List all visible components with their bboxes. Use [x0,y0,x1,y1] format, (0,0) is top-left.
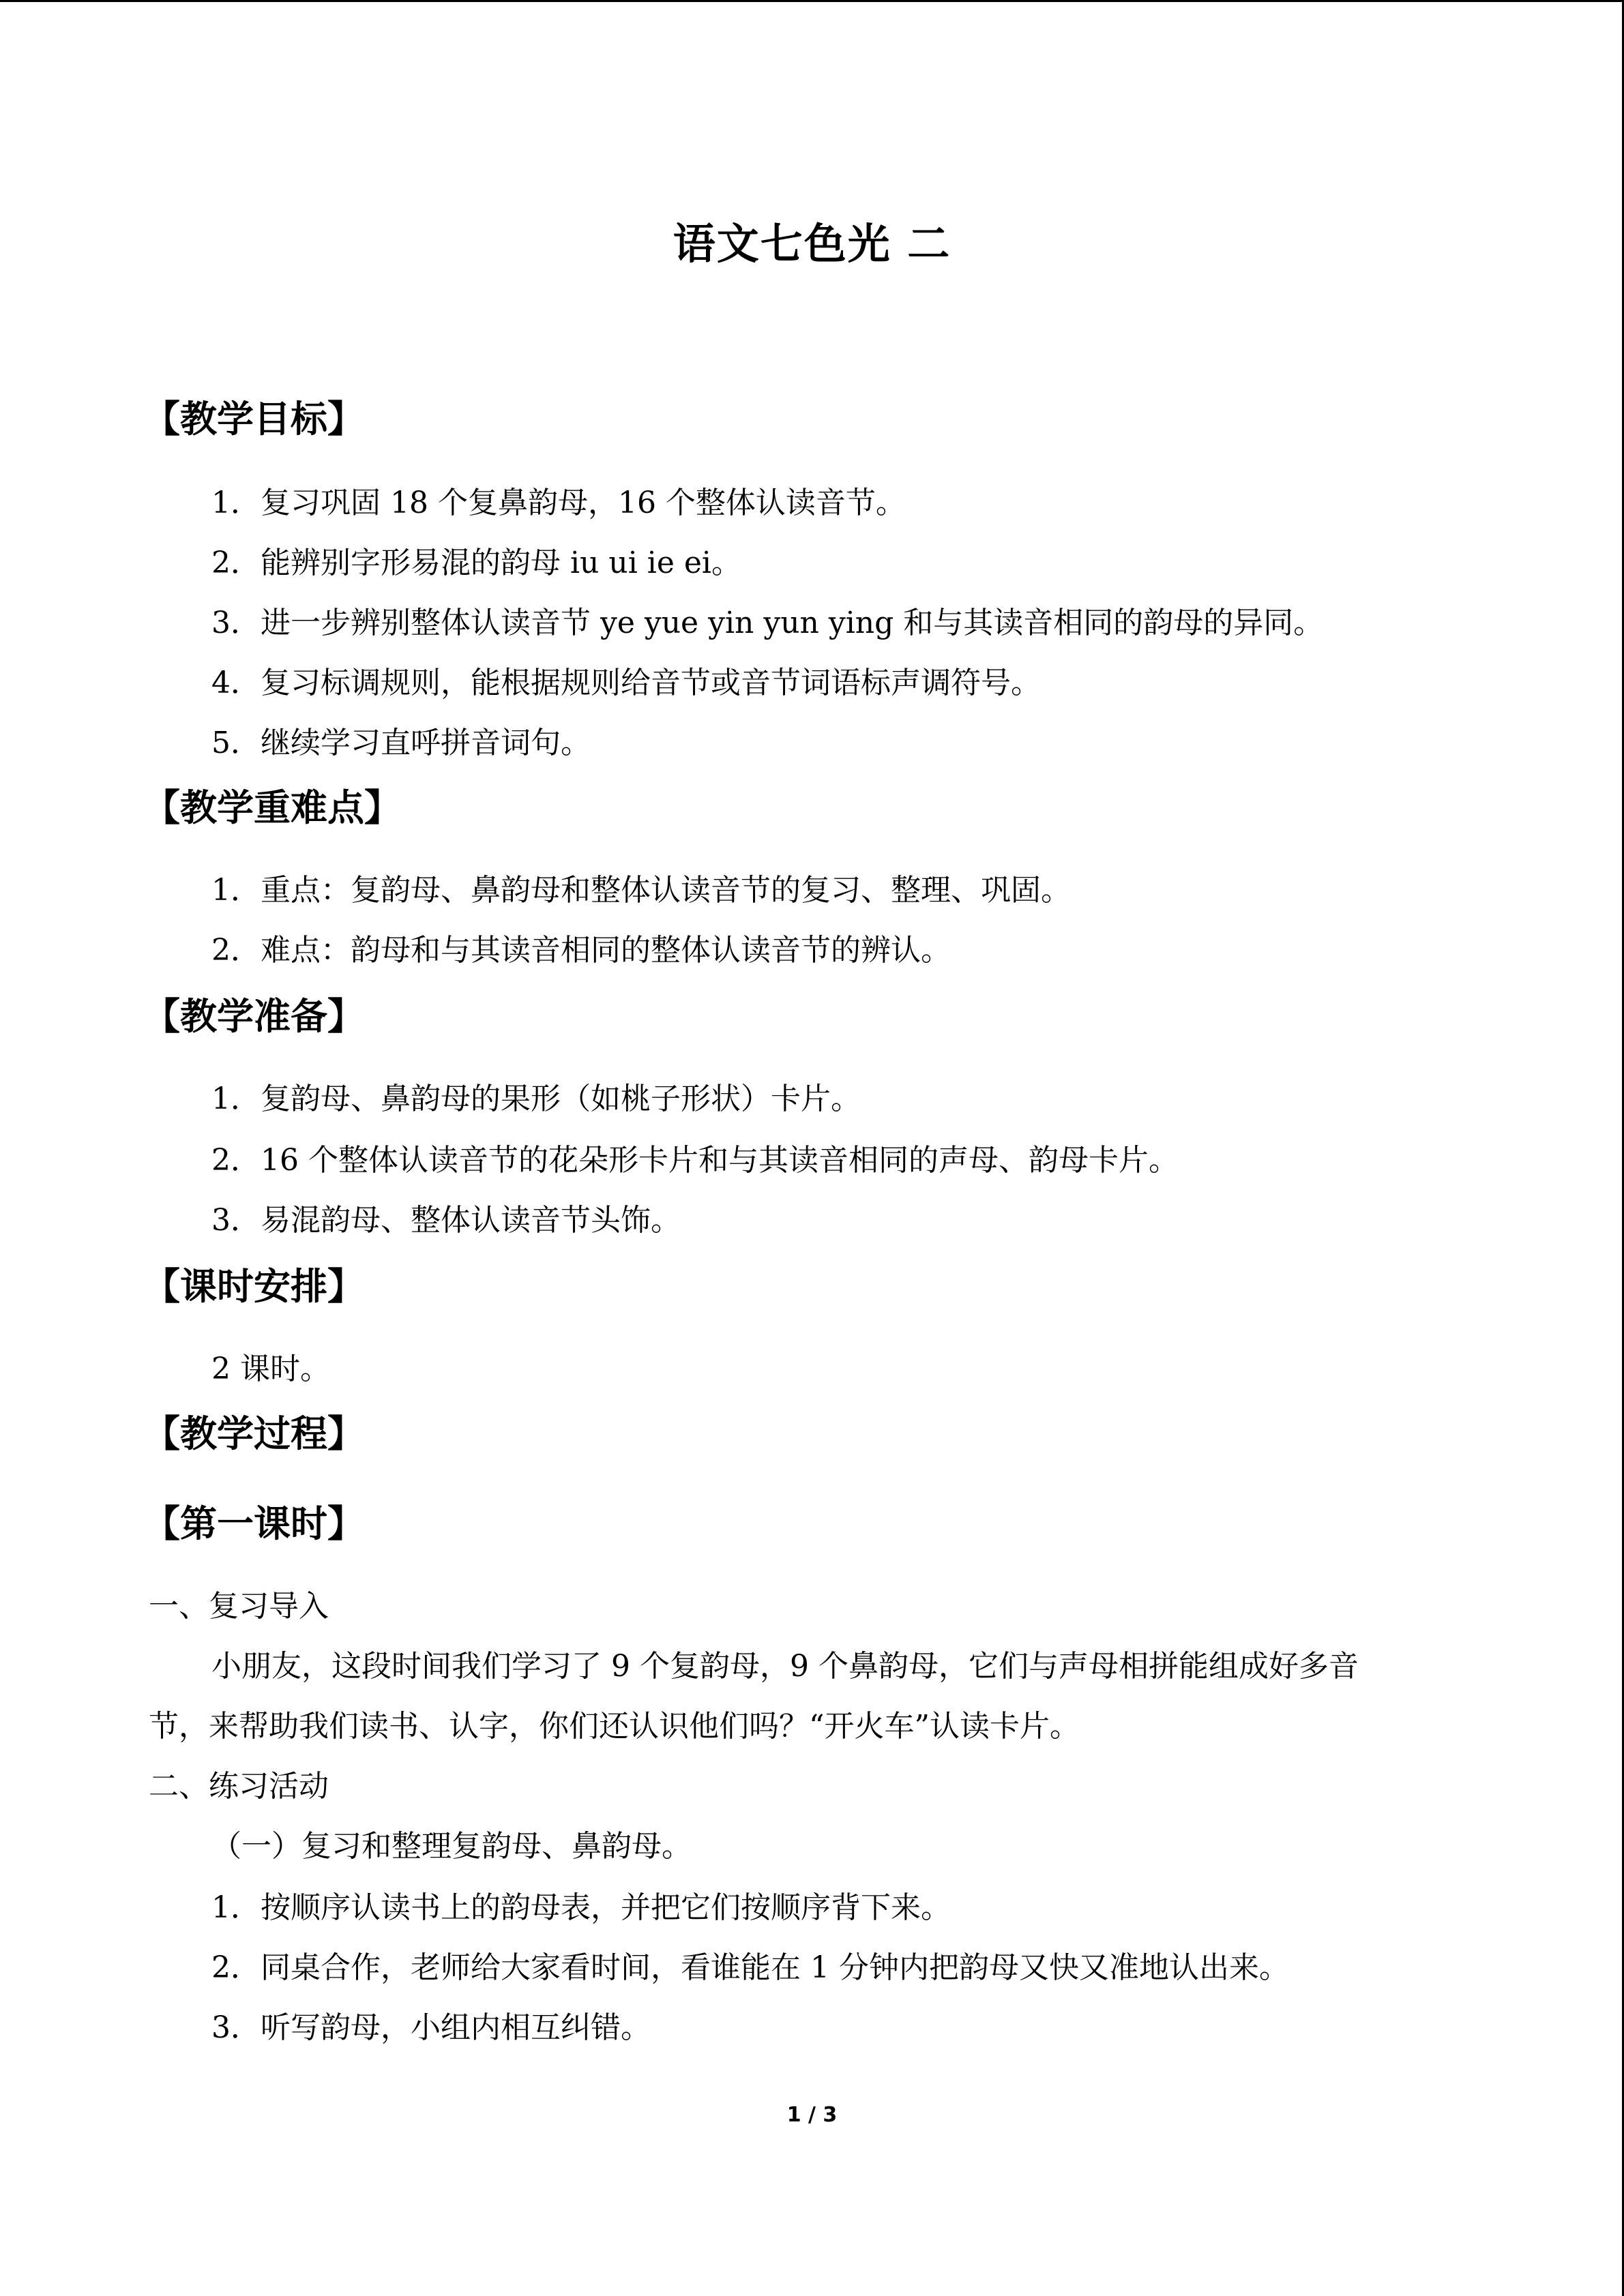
objective-item-3: 3．进一步辨别整体认读音节 ye yue yin yun ying 和与其读音相同的韵母的异同。 [211,606,1324,640]
objective-item-5: 5．继续学习直呼拼音词句。 [211,726,591,760]
part1-paragraph-line-2: 节，来帮助我们读书、认字，你们还认识他们吗？“开火车”认读卡片。 [149,1709,1080,1744]
part2-item-1: 1．按顺序认读书上的韵母表，并把它们按顺序背下来。 [211,1890,951,1925]
page-title: 语文七色光 二 [673,219,951,269]
objective-item-2: 2．能辨别字形易混的韵母 iu ui ie ei。 [211,546,741,580]
objective-item-4: 4．复习标调规则，能根据规则给音节或音节词语标声调符号。 [211,666,1041,700]
key-point-item-1: 1．重点：复韵母、鼻韵母和整体认读音节的复习、整理、巩固。 [211,873,1071,908]
part2-subtitle: （一）复习和整理复韵母、鼻韵母。 [211,1829,692,1864]
preparation-item-2: 2．16 个整体认读音节的花朵形卡片和与其读音相同的声母、韵母卡片。 [211,1143,1179,1178]
part2-item-3: 3．听写韵母，小组内相互纠错。 [211,2010,651,2045]
page-border-top [0,0,1624,2]
heading-preparation: 【教学准备】 [143,995,364,1038]
part2-title: 二、练习活动 [149,1769,329,1804]
schedule-text: 2 课时。 [211,1352,330,1386]
heading-objectives: 【教学目标】 [143,398,364,441]
heading-schedule: 【课时安排】 [143,1265,364,1308]
heading-lesson-one: 【第一课时】 [143,1502,364,1545]
heading-key-points: 【教学重难点】 [143,786,401,829]
part1-title: 一、复习导入 [149,1589,329,1624]
part2-item-2: 2．同桌合作，老师给大家看时间，看谁能在 1 分钟内把韵母又快又准地认出来。 [211,1950,1289,1985]
preparation-item-1: 1．复韵母、鼻韵母的果形（如桃子形状）卡片。 [211,1082,861,1116]
objective-item-1: 1．复习巩固 18 个复鼻韵母，16 个整体认读音节。 [211,486,906,520]
part1-paragraph-line-1: 小朋友，这段时间我们学习了 9 个复韵母，9 个鼻韵母，它们与声母相拼能组成好多音 [211,1649,1359,1684]
key-point-item-2: 2．难点：韵母和与其读音相同的整体认读音节的辨认。 [211,933,951,968]
preparation-item-3: 3．易混韵母、整体认读音节头饰。 [211,1203,681,1238]
page-number: 1 / 3 [786,2103,838,2127]
heading-process: 【教学过程】 [143,1412,364,1455]
